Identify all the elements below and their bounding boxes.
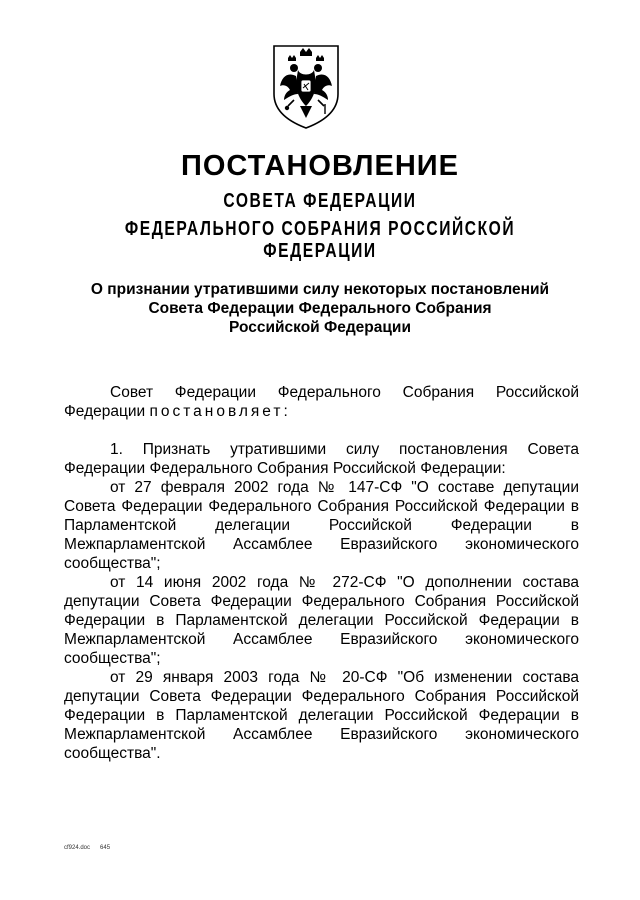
item-1-paragraph: 1. Признать утратившими силу постановления Совета Федерации Федерального Собрания Российской Федерации: <box>64 441 579 477</box>
document-title-line-1: О признании утратившими силу некоторых постановлений <box>90 281 550 298</box>
sub-item-2-paragraph: от 14 июня 2002 года № 272-СФ "О дополнении состава депутации Совета Федерации Федерального Собрания Российской Федерации в Парламентской делегации Российской Федерации в Межпарламентской Ассамблее Евразийского экономического сообщества"; <box>64 574 579 667</box>
footer-file-name: cf924.doc <box>64 845 91 851</box>
issuing-body-line-1: СОВЕТА ФЕДЕРАЦИИ <box>223 190 417 212</box>
footer-number: 645 <box>100 845 111 851</box>
russian-coat-of-arms-icon <box>270 42 342 130</box>
document-title-line-2: Совета Федерации Федерального Собрания <box>148 300 492 317</box>
sub-item-3-paragraph: от 29 января 2003 года № 20-СФ "Об изменении состава депутации Совета Федерации Федерального Собрания Российской Федерации в Парламентской делегации Российской Федерации в Межпарламентской Ассамблее Евразийского экономического сообщества". <box>64 669 579 762</box>
file-footer <box>64 845 120 851</box>
intro-paragraph <box>64 383 579 421</box>
intro-emphasis: постановляет: <box>149 403 291 420</box>
document-body <box>64 383 579 763</box>
document-title-line-3: Российской Федерации <box>229 319 411 336</box>
issuing-body-line-2: ФЕДЕРАЛЬНОГО СОБРАНИЯ РОССИЙСКОЙ ФЕДЕРАЦИИ <box>124 218 516 262</box>
intro-text: Совет Федерации Федерального Собрания Российской Федерации <box>64 384 579 420</box>
document-type-heading: ПОСТАНОВЛЕНИЕ <box>181 150 459 182</box>
document-title <box>60 280 580 337</box>
sub-item-1-paragraph: от 27 февраля 2002 года № 147-СФ "О составе депутации Совета Федерации Федерального Собрания Российской Федерации в Парламентской делегации Российской Федерации в Межпарламентской Ассамблее Евразийского экономического сообщества"; <box>64 479 579 572</box>
